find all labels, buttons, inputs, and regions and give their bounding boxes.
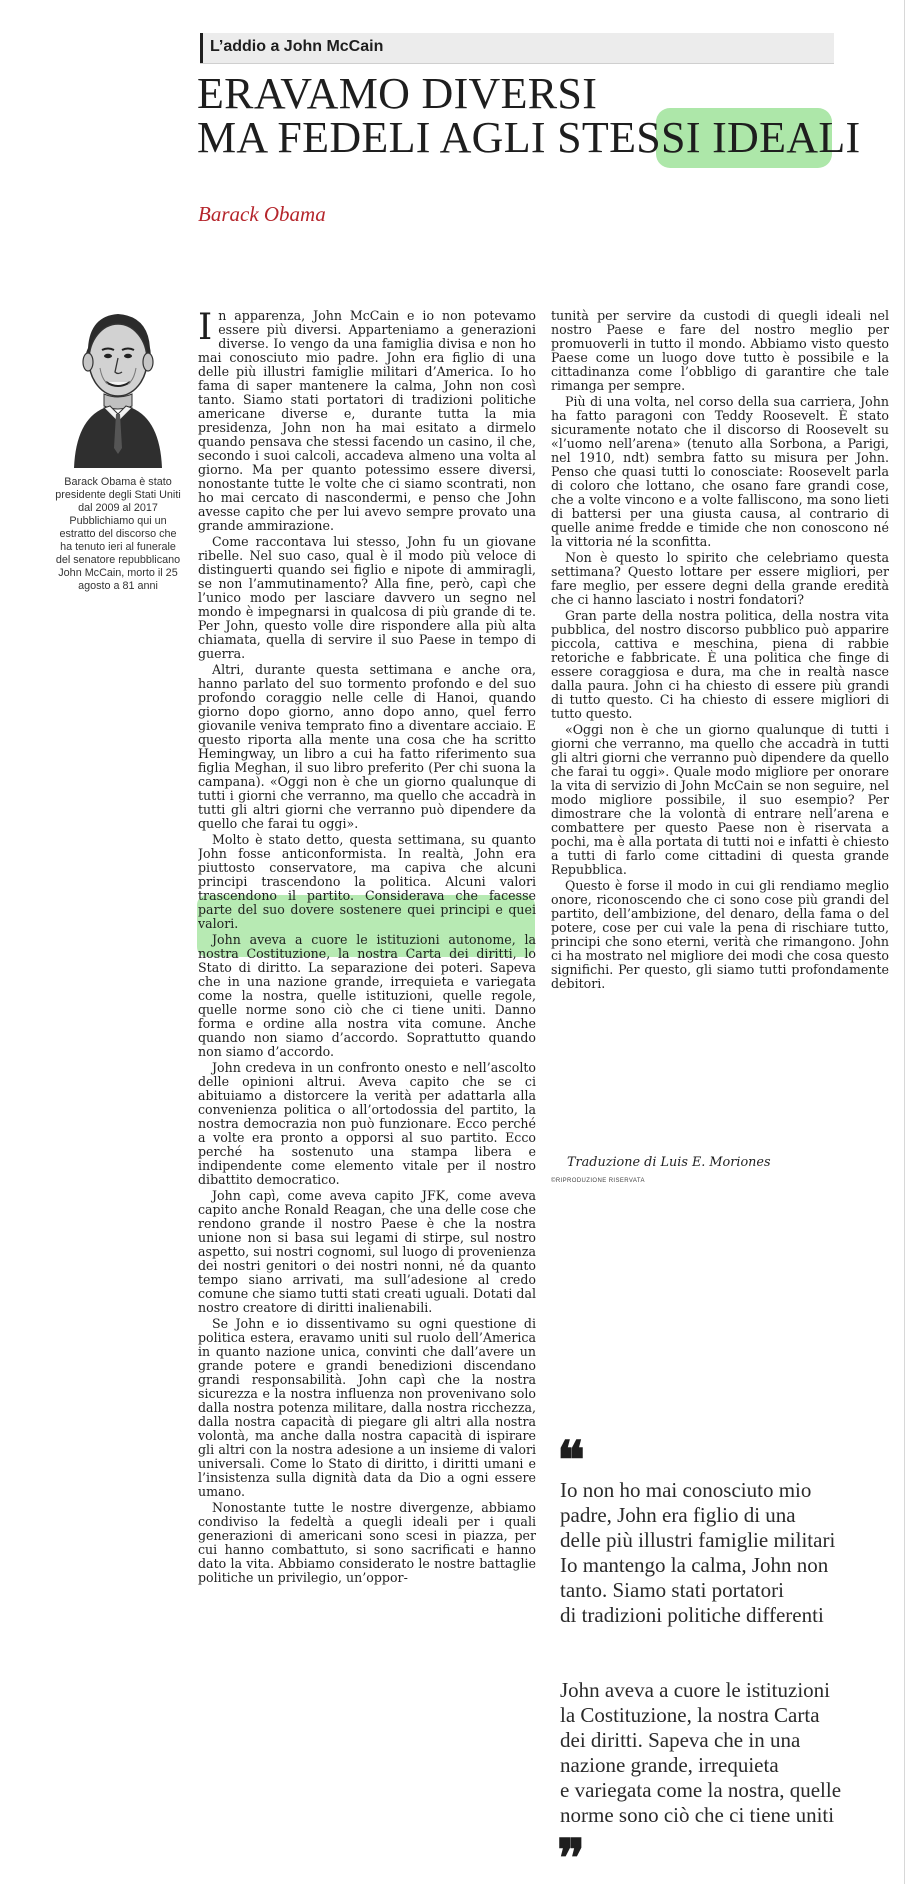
article-paragraph: John capì, come aveva capito JFK, come aveva capito anche Ronald Reagan, che una delle cose che rendono grande il nostro Paese è che la nostra unione non si basa sui legami di stirpe, sul nostro aspetto, sui nostri cognomi, sul luogo di provenienza dei nostri genitori o dei nostri nonni, né da quanto tempo siano arrivati, ma sull’adesione al credo comune che siamo tutti stati creati uguali. Dotati dal nostro creatore di diritti inalienabili. xyxy=(198,1188,536,1315)
article-paragraph xyxy=(198,309,536,533)
article-paragraph: John credeva in un confronto onesto e nell’ascolto delle opinioni altrui. Aveva capito che se ci abituiamo a distorcere la verità per adattarla alla convenienza politica o all’ortodossia del partito, la nostra democrazia non può funzionare. Ecco perché a volte era pronto a opporsi al suo partito. Ecco perché ha sostenuto una stampa libera e indipendente come elemento vitale per il nostro dibattito democratico. xyxy=(198,1060,536,1187)
article-paragraph: Come raccontava lui stesso, John fu un giovane ribelle. Nel suo caso, qual è il modo più veloce di distinguerti quando sei figlio e nipote di ammiragli, se non l’ammutinamento? Alla fine, però, capì che l’unico modo per lasciare davvero un segno nel mondo è impegnarsi in qualcosa di più grande di te. Per John, questo volle dire rispondere alla più alta chiamata, quella di servire il suo Paese in tempo di guerra. xyxy=(198,534,536,661)
pull-quote-line: nazione grande, irrequieta xyxy=(560,1753,779,1777)
article-paragraph: Molto è stato detto, questa settimana, su quanto John fosse anticonformista. In realtà, John era piuttosto conservatore, ma capiva che alcuni principi trascendono la politica. Alcuni valori trascendono il partito. Considerava che facesse parte del suo dovere sostenere quei principi e quei valori. xyxy=(198,832,536,931)
article-paragraph: Questo è forse il modo in cui gli rendiamo meglio onore, riconoscendo che ci sono cose più grandi del partito, dell’ambizione, del denaro, della fama o del potere, cose per cui vale la pena di rischiare tutto, principi che sono eterni, verità che rimangono. John ci ha mostrato nel migliore dei modi che cosa questo significhi. Per questo, gli siamo tutti profondamente debitori. xyxy=(551,878,889,991)
open-quote-icon: ❝ xyxy=(557,1430,585,1491)
headline xyxy=(197,69,861,162)
pull-quote-line: padre, John era figlio di una xyxy=(560,1503,796,1527)
pull-quote-line: Io non ho mai conosciuto mio xyxy=(560,1478,812,1502)
pull-quote-line: John aveva a cuore le istituzioni xyxy=(560,1678,830,1702)
article-column-2 xyxy=(551,309,889,1189)
pull-quote-line: delle più illustri famiglie militari xyxy=(560,1528,836,1552)
copyright-notice: ©RIPRODUZIONE RISERVATA xyxy=(551,1178,645,1184)
article-paragraph: Nonostante tutte le nostre divergenze, abbiamo condiviso la fedeltà a quegli ideali per i quali generazioni di americani sono scesi in piazza, per cui hanno combattuto, si sono sacrificati e hanno dato la vita. Abbiamo considerato le nostre battaglie politiche un privilegio, un’oppor- xyxy=(198,1500,536,1585)
article-paragraph: Non è questo lo spirito che celebriamo questa settimana? Questo lottare per essere migliori, per fare meglio, per essere degni della grande eredità che ci hanno lasciato i nostri fondatori? xyxy=(551,550,889,607)
page-border xyxy=(904,0,905,1884)
article-paragraph: Più di una volta, nel corso della sua carriera, John ha fatto paragoni con Teddy Roosevelt. È stato sicuramente notato che il discorso di Roosevelt su «l’uomo nell’arena» (tenuto alla Sorbona, a Parigi, nel 1910, ndt) sembra fatto su misura per John. Penso che quasi tutti lo conosciate: Roosevelt parla di coloro che lottano, che osano fare grandi cose, che a volte vincono e a volte falliscono, ma sono lieti di battersi per una giusta causa, al contrario di quelle anime fredde e timide che non conoscono né la vittoria né la sconfitta. xyxy=(551,394,889,549)
article-paragraph: «Oggi non è che un giorno qualunque di tutti i giorni che verranno, ma quello che accadrà in tutti gli altri giorni che verranno può dipendere da quello che farai tu oggi». Quale modo migliore per onorare la vita di servizio di John McCain se non seguire, nel modo migliore possibile, il suo esempio? Per dimostrare che la volontà di entrare nell’arena e combattere per questo Paese non è riservata a pochi, ma è alla portata di tutti noi e infatti è chiesto a tutti di farlo come cittadini di questa grande Repubblica. xyxy=(551,722,889,877)
article-paragraph: John aveva a cuore le istituzioni autonome, la nostra Costituzione, la nostra Carta dei diritti, lo Stato di diritto. La separazione dei poteri. Sapeva che in una nazione grande, irrequieta e variegata come la nostra, quelle istituzioni, quelle regole, quelle norme sono ciò che ci tiene uniti. Danno forma e ordine alla nostra vita comune. Anche quando non siamo d’accordo. Soprattutto quando non siamo d’accordo. xyxy=(198,932,536,1059)
pull-quote-line: dei diritti. Sapeva che in una xyxy=(560,1728,801,1752)
paragraph-text: n apparenza, John McCain e io non potevamo essere più diversi. Apparteniamo a generazioni diverse. Io vengo da una famiglia divisa e non ho mai conosciuto mio padre. John era figlio di una delle più illustri famiglie militari d’America. Io ho fama di saper mantenere la calma, John non così tanto. Siamo stati portatori di tradizioni politiche americane diverse e, durante tutta la mia presidenza, John non ha mai esitato a dirmelo quando pensava che stessi facendo un casino, il che, secondo i suoi calcoli, accadeva almeno una volta al giorno. Ma per quanto potessimo essere diversi, nonostante tutte le volte che ci siamo scontrati, non ho mai cercato di nascondermi, e penso che John avesse capito che per lui avevo sempre provato una grande ammirazione. xyxy=(198,309,536,533)
pull-quote-2 xyxy=(560,1678,890,1828)
translation-credit: Traduzione di Luis E. Moriones xyxy=(567,1155,771,1170)
pull-quote-line: norme sono ciò che ci tiene uniti xyxy=(560,1803,835,1827)
pull-quote-line: e variegata come la nostra, quelle xyxy=(560,1778,842,1802)
article-paragraph: Se John e io dissentivamo su ogni questione di politica estera, eravamo uniti sul ruolo dell’America in quanto nazione unica, convinti che dall’avere un grande potere e grandi benedizioni discendano grandi responsabilità. John capì che la nostra sicurezza e la nostra influenza non provenivano solo dalla nostra potenza militare, dalla nostra ricchezza, dalla nostra capacità di piegare gli altri alla nostra volontà, ma anche dalla nostra capacità di ispirare gli altri con la nostra adesione a un insieme di valori universali. Come lo Stato di diritto, i diritti umani e l’insistenza sulla dignità data da Dio a ogni essere umano. xyxy=(198,1316,536,1499)
pull-quote-line: tanto. Siamo stati portatori xyxy=(560,1578,784,1602)
headline-highlight-word: IDEALI xyxy=(712,113,861,162)
article-paragraph: Gran parte della nostra politica, della nostra vita pubblica, del nostro discorso pubblico può apparire piccola, cattiva e meschina, piena di rabbie retoriche e fabbricate. È una politica che finge di essere coraggiosa e dura, ma che in realtà nasce dalla paura. John ci ha chiesto di essere più grandi di tutto questo. Ci ha chiesto di essere migliori di tutto questo. xyxy=(551,608,889,721)
pull-quote-line: Io mantengo la calma, John non xyxy=(560,1553,829,1577)
pull-quote-1 xyxy=(560,1478,890,1628)
headline-line-2 xyxy=(197,113,861,162)
section-rubric xyxy=(200,33,834,64)
headline-line-1: ERAVAMO DIVERSI xyxy=(197,69,598,118)
portrait-caption: Barack Obama è stato presidente degli Stati Uniti dal 2009 al 2017 Pubblichiamo qui un estratto del discorso che ha tenuto ieri al funerale del senatore repubblicano John McCain, morto il 25 agosto a 81 anni xyxy=(55,476,181,592)
pull-quote-line: la Costituzione, la nostra Carta xyxy=(560,1703,820,1727)
drop-cap: I xyxy=(198,309,213,348)
rubric-label: L’addio a John McCain xyxy=(210,38,384,55)
rubric-bar xyxy=(200,33,203,63)
close-quote-icon: ❞ xyxy=(557,1828,585,1889)
author-portrait-illustration xyxy=(70,308,166,468)
article-paragraph: tunità per servire da custodi di quegli ideali nel nostro Paese e fare del nostro meglio per promuoverli in tutto il mondo. Abbiamo visto questo Paese come un luogo dove tutto è possibile e la cittadinanza come l’obbligo di garantire che tale rimanga per sempre. xyxy=(551,309,889,393)
article-paragraph: Altri, durante questa settimana e anche ora, hanno parlato del suo tormento profondo e del suo profondo coraggio nelle celle di Hanoi, quando giorno dopo giorno, anno dopo anno, quel ferro giovanile veniva temprato fino a diventare acciaio. E questo riporta alla mente una cosa che ha scritto Hemingway, un libro a cui ha fatto riferimento sua figlia Meghan, il suo libro preferito (Per chi suona la campana). «Oggi non è che un giorno qualunque di tutti i giorni che verranno, ma quello che accadrà in tutti gli altri giorni che verranno può dipendere da quello che farai tu oggi». xyxy=(198,662,536,831)
article-column-1 xyxy=(198,309,536,1875)
author-byline: Barack Obama xyxy=(198,202,326,226)
headline-line-2-text: MA FEDELI AGLI STESSI xyxy=(197,113,713,162)
pull-quote-line: di tradizioni politiche differenti xyxy=(560,1603,824,1627)
